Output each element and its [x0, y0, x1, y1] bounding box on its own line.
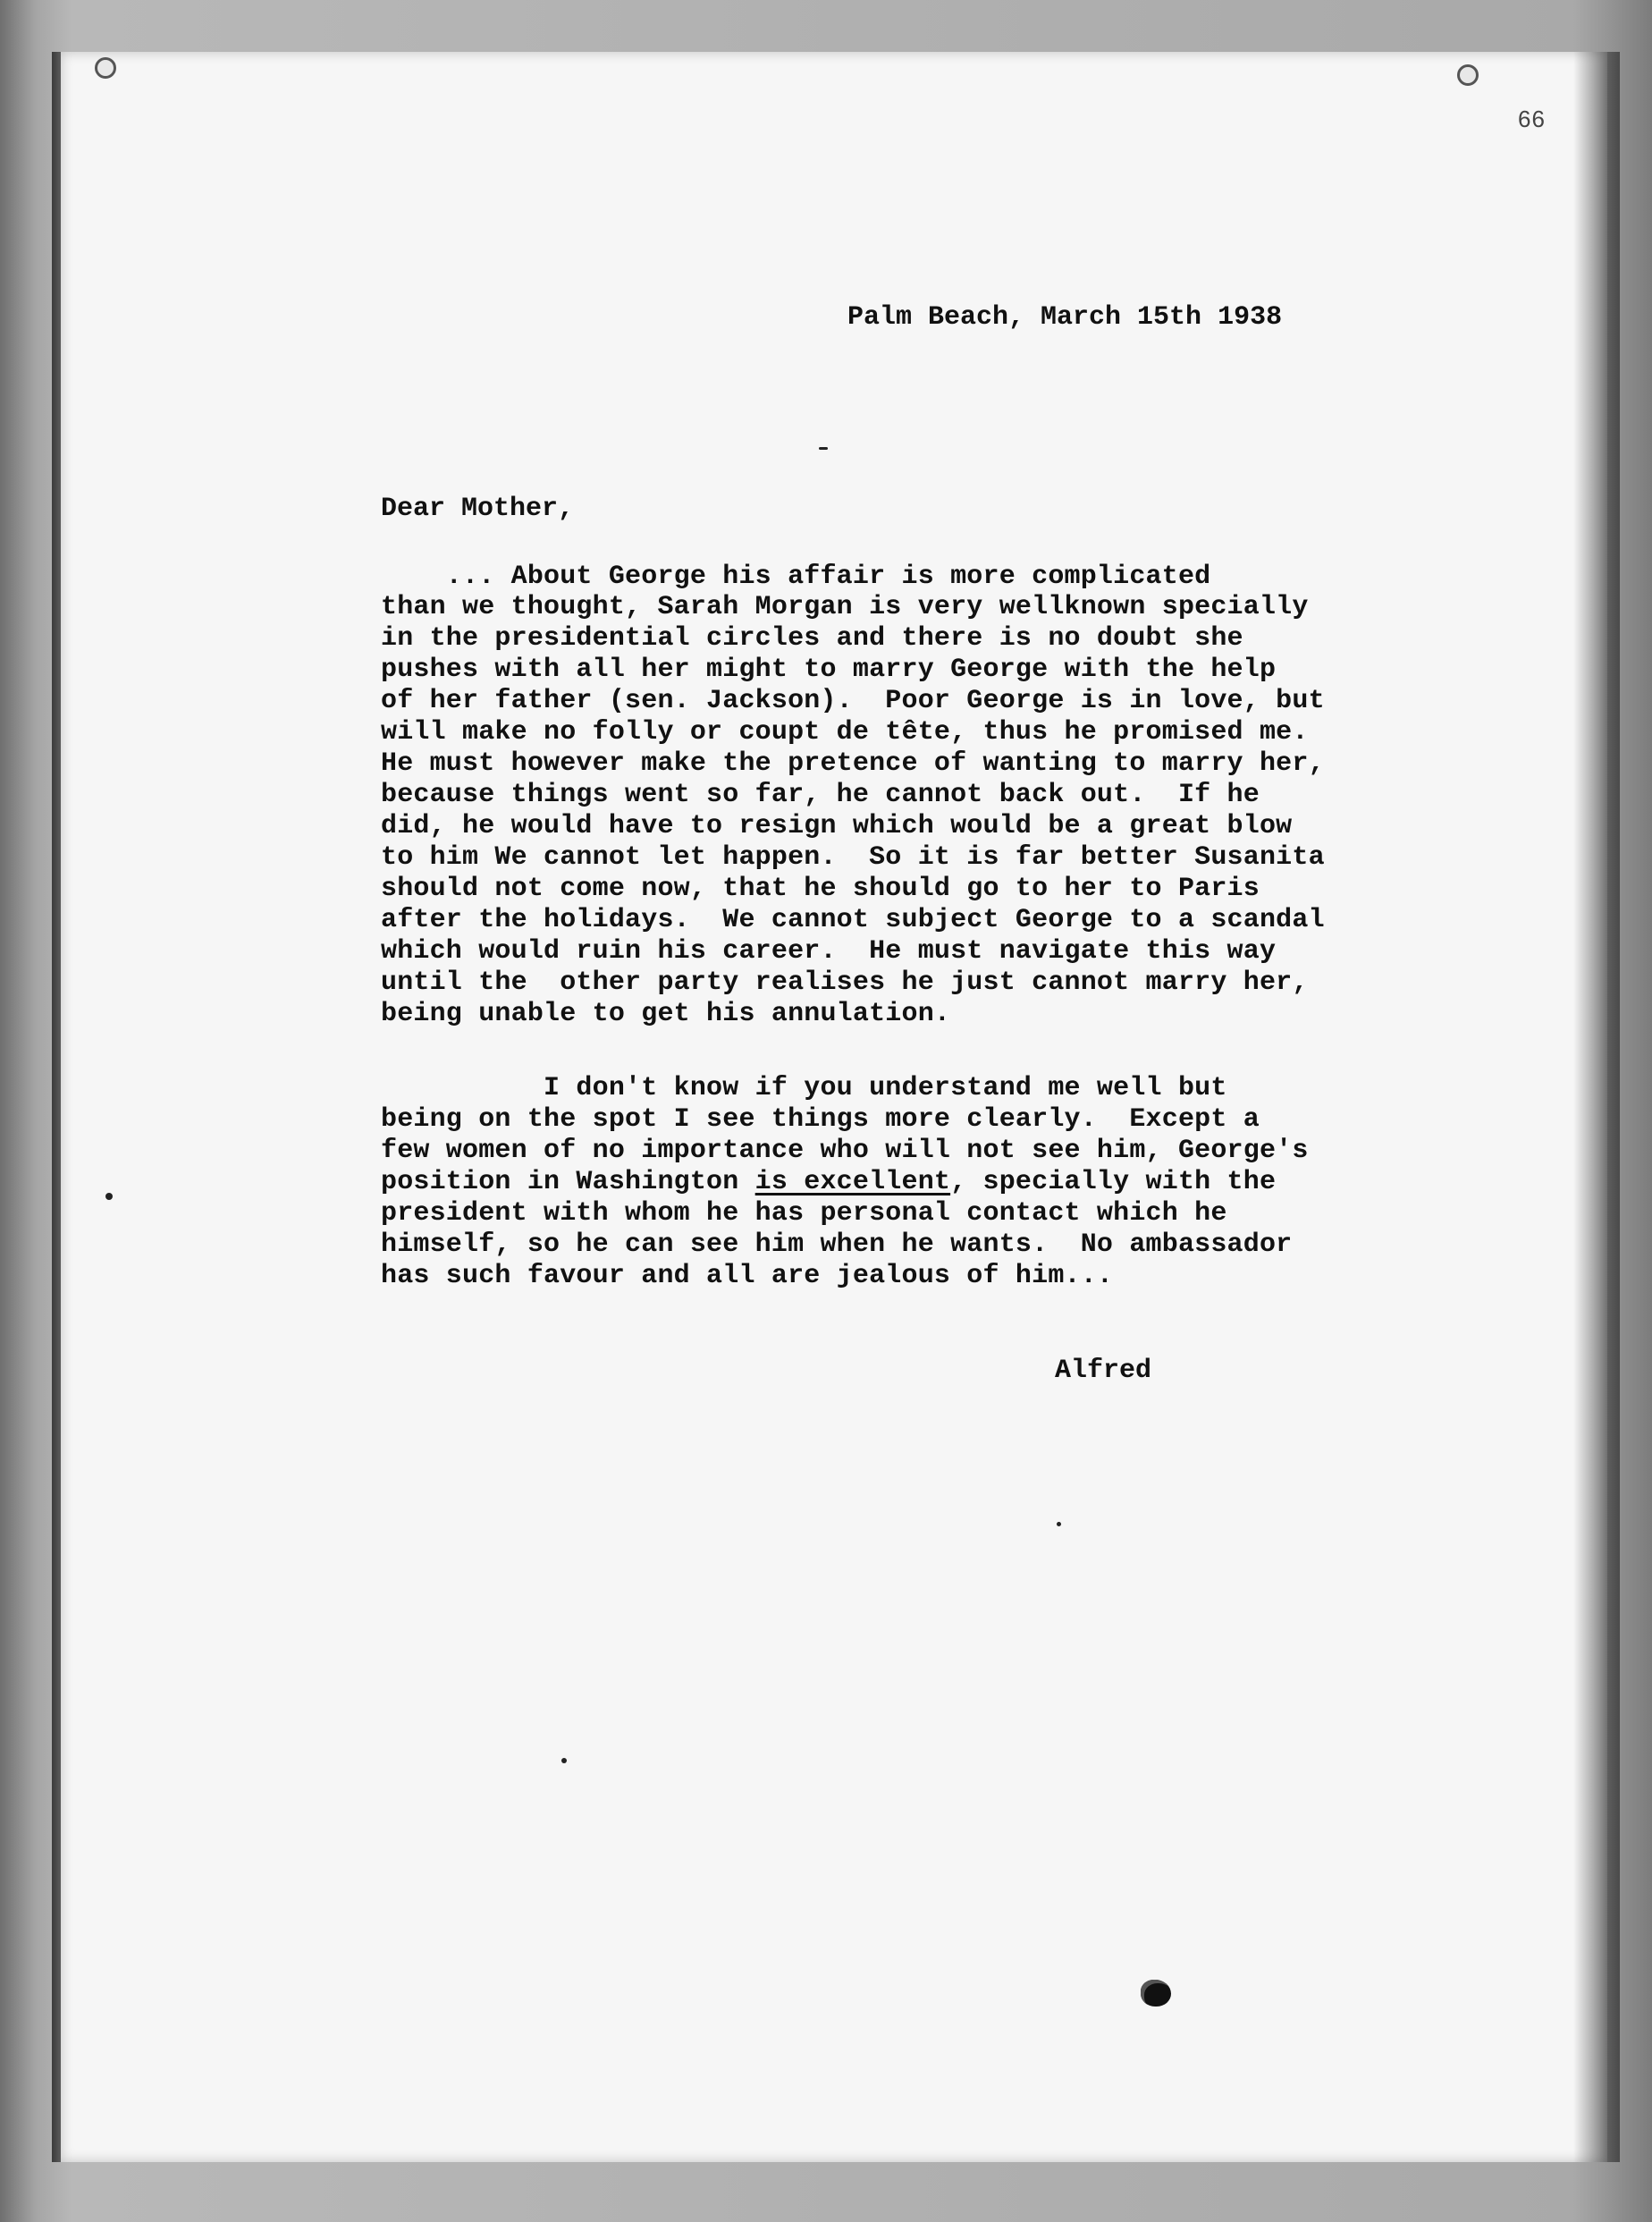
paragraph-1-line: did, he would have to resign which would be a great blow — [381, 811, 1293, 841]
paragraph-2-line: president with whom he has personal contact which he — [381, 1198, 1227, 1229]
paragraph-1-line: until the other party realises he just cannot marry her, — [381, 967, 1309, 998]
paragraph-1-line: which would ruin his career. He must navigate this way — [381, 936, 1277, 967]
paragraph-2-line: few women of no importance who will not see him, George's — [381, 1136, 1309, 1166]
salutation: Dear Mother, — [381, 494, 575, 524]
paragraph-2-line: himself, so he can see him when he wants. No ambassador — [381, 1229, 1293, 1260]
line-text: position in Washington — [381, 1167, 755, 1197]
paragraph-1-line: pushes with all her might to marry George with the help — [381, 655, 1277, 685]
signature: Alfred — [1055, 1356, 1152, 1386]
paragraph-1-line: in the presidential circles and there is no doubt she — [381, 623, 1243, 654]
paragraph-2-line: I don't know if you understand me well but — [381, 1073, 1227, 1103]
paragraph-1-line: should not come now, that he should go to her to Paris — [381, 874, 1260, 904]
underlined-phrase: is excellent — [754, 1167, 951, 1197]
sheet-right-shadow — [1573, 52, 1620, 2162]
ink-speck — [105, 1193, 113, 1200]
paragraph-1-line: He must however make the pretence of wanting to marry her, — [381, 748, 1325, 779]
paragraph-2-line: being on the spot I see things more clearly. Except a — [381, 1104, 1260, 1135]
paragraph-1-line: to him We cannot let happen. So it is far better Susanita — [381, 842, 1325, 873]
ink-speck — [561, 1758, 567, 1763]
paragraph-2-line — [381, 1167, 1276, 1197]
page-number-mark: 66 — [1518, 106, 1546, 132]
paragraph-2-line: has such favour and all are jealous of him... — [381, 1261, 1114, 1291]
paragraph-1-line: being unable to get his annulation. — [381, 999, 951, 1029]
punch-hole-left — [95, 57, 116, 79]
paragraph-1-line: ... About George his affair is more complicated — [381, 562, 1211, 592]
line-text: , specially with the — [950, 1167, 1277, 1197]
paragraph-1-line: because things went so far, he cannot back out. If he — [381, 780, 1260, 810]
punch-hole-right — [1457, 64, 1479, 86]
paragraph-1-line: than we thought, Sarah Morgan is very wellknown specially — [381, 592, 1309, 622]
paragraph-1-line: of her father (sen. Jackson). Poor George is in love, but — [381, 686, 1325, 716]
ink-speck — [1057, 1522, 1061, 1526]
paragraph-1-line: will make no folly or coupt de tête, thus he promised me. — [381, 717, 1309, 748]
ink-speck — [819, 447, 828, 450]
ink-blot — [1141, 1980, 1171, 2007]
paragraph-1-line: after the holidays. We cannot subject George to a scandal — [381, 905, 1325, 935]
dateline: Palm Beach, March 15th 1938 — [847, 302, 1283, 333]
